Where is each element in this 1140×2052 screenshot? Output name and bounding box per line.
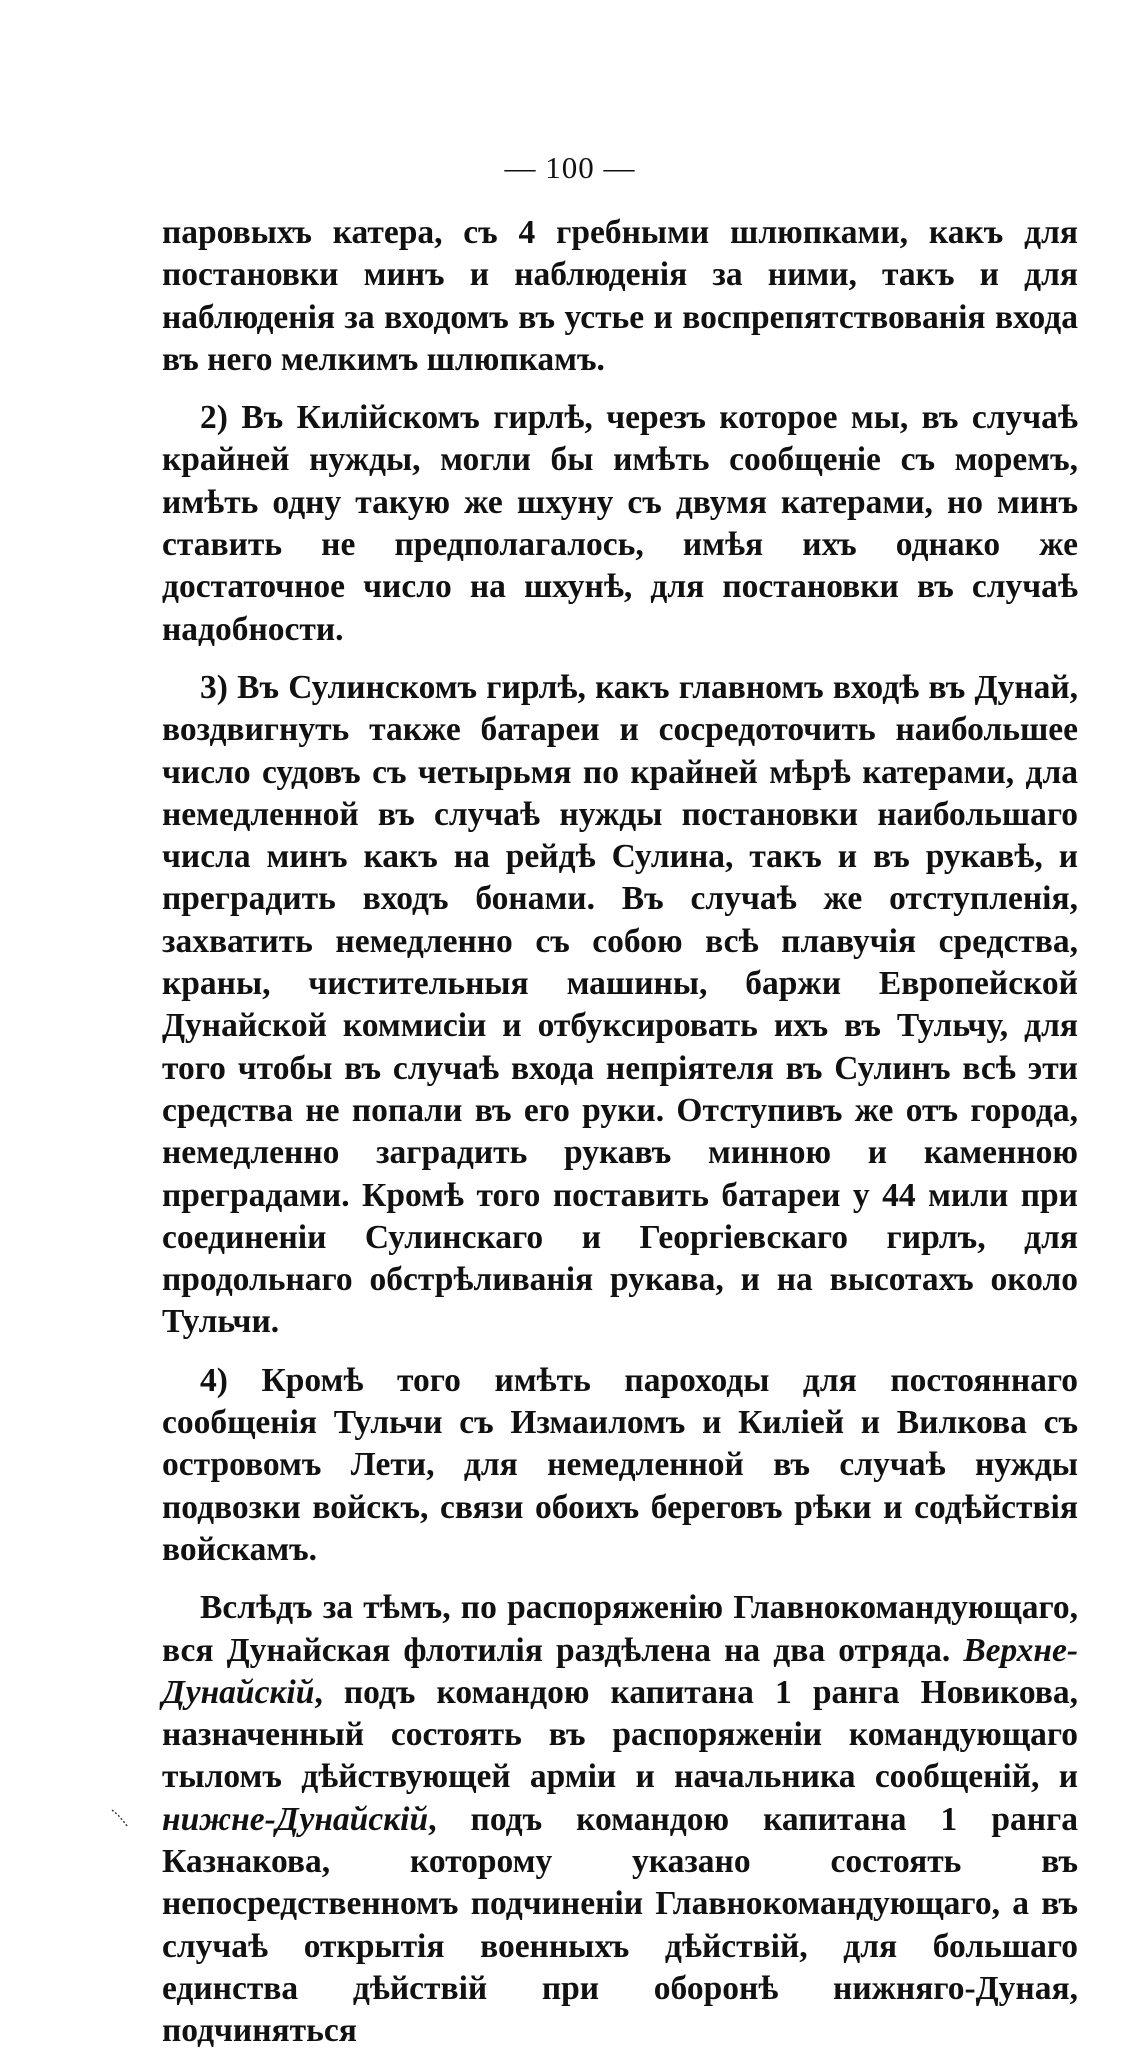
paragraph-continuation: паровыхъ катера, съ 4 гребными шлюпками, какъ для постановки минъ и наблюденія за ними, такъ и для наблюденія за входомъ въ устье и воспрепятствованія входа въ него мелкимъ шлюпкамъ. bbox=[162, 214, 1078, 378]
paragraph-item-3: 3) Въ Сулинскомъ гирлѣ, какъ главномъ входѣ въ Дунай, воздвигнуть также батареи и сосредоточить наибольшее число судовъ съ четырьмя по крайней мѣрѣ катерами, дла немедленной въ случаѣ нужды постановки наибольшаго числа минъ какъ на рейдѣ Сулина, такъ и въ рукавѣ, и преградить входъ бонами. Въ случаѣ же отступленія, захватить немедленно съ собою всѣ плавучія средства, краны, чистительныя машины, баржи Европейской Дунайской коммисіи и отбуксировать ихъ въ Тульчу, для того чтобы въ случаѣ входа непріятеля въ Сулинъ всѣ эти средства не попали въ его руки. Отступивъ же отъ города, немедленно заградить рукавъ минною и каменною преградами. Кромѣ того поставить батареи у 44 мили при соединеніи Сулинскаго и Георгіевскаго гирлъ, для продольнаго обстрѣливанія рукава, и на высотахъ около Тульчи. bbox=[162, 668, 1078, 1341]
flotilla-text-part-3: , подъ командою капитана 1 ранга Казнакова, которому указано состоять въ непосредственномъ подчиненіи Главнокомандующаго, а въ случаѣ открытія военныхъ дѣйствій, для большаго единства дѣйствій при оборонѣ нижняго-Дуная, подчиняться bbox=[162, 1800, 1078, 2050]
page-number: — 100 — bbox=[504, 150, 636, 185]
body-text bbox=[162, 212, 1078, 2052]
paragraph-item-4: 4) Кромѣ того имѣть пароходы для постояннаго сообщенія Тульчи съ Измаиломъ и Киліей и Вилкова съ островомъ Лети, для немедленной въ случаѣ нужды подвозки войскъ, связи обоихъ береговъ рѣки и содѣйствія войскамъ. bbox=[162, 1361, 1078, 1568]
lower-danube-detachment: нижне-Дунайскій bbox=[162, 1800, 429, 1838]
flotilla-text-part-1: Вслѣдъ за тѣмъ, по распоряженію Главнокомандующаго, вся Дунайская флотилія раздѣлена на два отряда. bbox=[162, 1589, 1078, 1669]
stray-pen-mark bbox=[110, 1808, 132, 1830]
paragraph-flotilla-division bbox=[162, 1587, 1078, 2052]
paragraph-item-2: 2) Въ Килійскомъ гирлѣ, черезъ которое мы, въ случаѣ крайней нужды, могли бы имѣть сообщеніе съ моремъ, имѣть одну такую же шхуну съ двумя катерами, но минъ ставить не предполагалось, имѣя ихъ однако же достаточное число на шхунѣ, для постановки въ случаѣ надобности. bbox=[162, 399, 1078, 648]
upper-danube-detachment: Верхне-Дунайскій bbox=[162, 1631, 1078, 1711]
flotilla-text-part-2: , подъ командою капитана 1 ранга Новикова, назначенный состоять въ распоряженіи командующаго тыломъ дѣйствующей арміи и начальника сообщеній, и bbox=[162, 1673, 1078, 1796]
